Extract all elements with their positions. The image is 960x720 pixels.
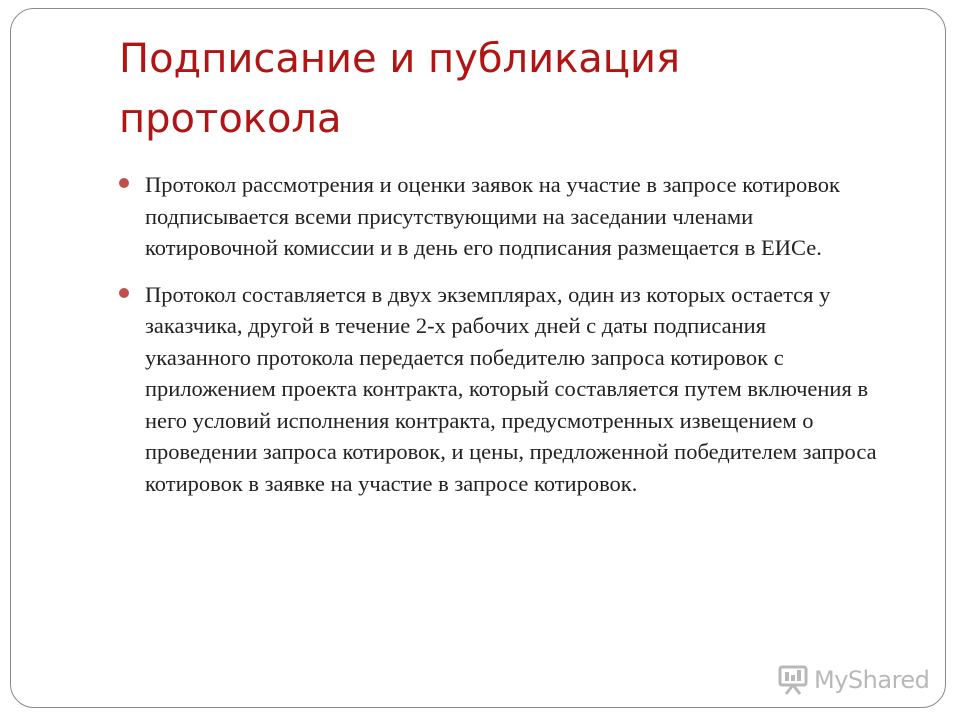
bullet-text-2: Протокол составляется в двух экземплярах, один из которых остается у заказчика, другой в течение 2-х рабочих дней с даты подписания указанного протокола передается победителю запроса котировок с приложением проекта контракта, который составляется путем включения в него условий исполнения контракта, предусмотренных извещением о проведении запроса котировок, и цены, предложенной победителем запроса котировок в заявке на участие в запросе котировок. bbox=[145, 281, 877, 496]
slide-title-line-2: протокола bbox=[119, 96, 342, 142]
presentation-board-icon bbox=[776, 664, 810, 696]
slide-title bbox=[119, 29, 919, 149]
bullet-list bbox=[117, 169, 877, 514]
bullet-text-1: Протокол рассмотрения и оценки заявок на участие в запросе котировок подписывается всеми присутствующими на заседании членами котировочной комиссии и в день его подписания размещается в ЕИСе. bbox=[145, 172, 840, 260]
watermark-logo bbox=[776, 664, 929, 696]
watermark-brand-text: MyShared bbox=[814, 666, 930, 694]
bullet-dot-icon bbox=[119, 288, 129, 298]
bullet-dot-icon bbox=[119, 178, 129, 188]
bullet-item-2 bbox=[117, 279, 877, 500]
slide-frame bbox=[10, 8, 946, 708]
bullet-item-1 bbox=[117, 169, 877, 264]
slide-title-line-1: Подписание и публикация bbox=[119, 36, 681, 82]
